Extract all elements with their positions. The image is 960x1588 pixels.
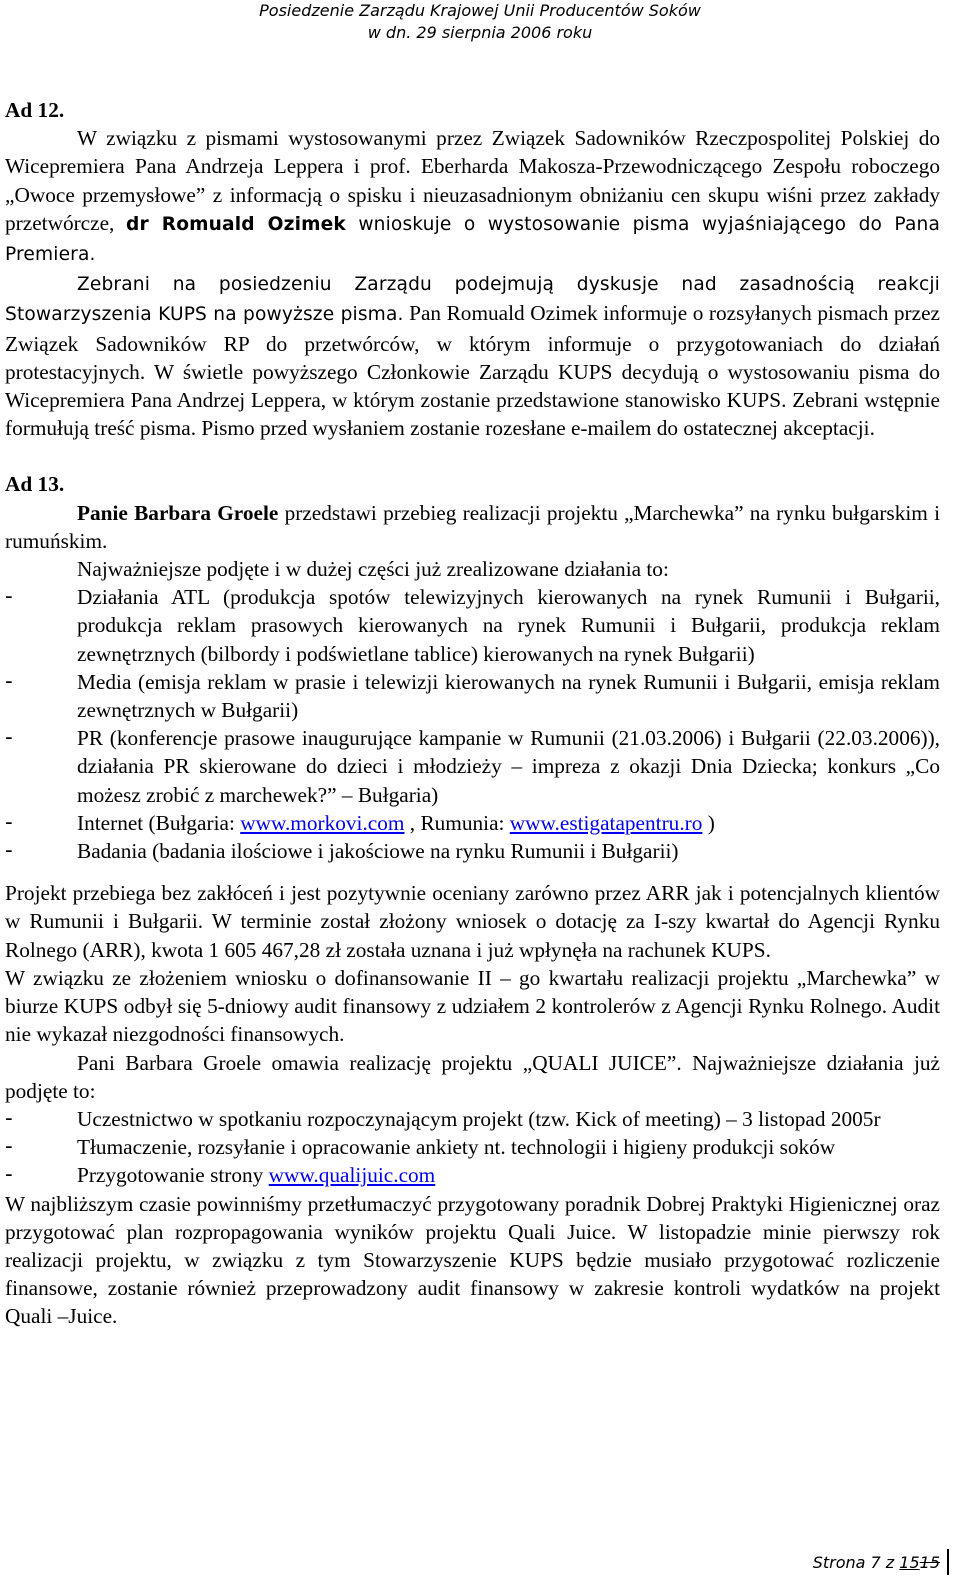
audit-paragraph: W związku ze złożeniem wniosku o dofinansowanie II – go kwartału realizacji projektu „Marchewka” w biurze KUPS odbył się 5-dniowy audit finansowy z udziałem 2 kontrolerów z Agencji Rynku Rolnego. Audit nie wykazał niezgodności finansowych. [5,965,940,1047]
ad13-intro: Panie Barbara Groele przedstawi przebieg realizacji projektu „Marchewka” na rynku bułgarskim i rumuńskim. [5,500,940,553]
quali-activity-list [5,1105,940,1190]
activity-list [5,583,940,865]
header-date: w dn. 29 sierpnia 2006 roku [367,23,593,42]
section-heading-ad12: Ad 12. [5,98,65,122]
link-estigatapentru[interactable]: www.estigatapentru.ro [509,810,703,835]
final-paragraph: W najbliższym czasie powinniśmy przetłumaczyć przygotowany poradnik Dobrej Praktyki Higienicznej oraz przygotować plan rozpropagowania wyników projektu Quali Juice. W listopadzie minie pierwszy rok realizacji projektu, w związku z tym Stowarzyszenie KUPS będzie musiało przygotować rozliczenie finansowe, zostanie również przeprowadzony audit finansowy w zakresie kontroli wydatków na projekt Quali –Juice. [5,1191,940,1329]
list-item: - Przygotowanie strony www.qualijuic.com [5,1162,436,1188]
change-bar [947,1549,949,1575]
list-item: - Internet (Bułgaria: www.morkovi.com , Rumunia: www.estigatapentru.ro ) [5,809,715,835]
link-morkovi[interactable]: www.morkovi.com [240,810,405,835]
ad12-paragraph-1: W związku z pismami wystosowanymi przez Związek Sadowników Rzeczpospolitej Polskiej do Wicepremiera Pana Andrzeja Leppera i prof. Eberharda Makosza-Przewodniczącego Zespołu roboczego „Owoce przemysłowe” z informacją o spisku i nieuzasadnionym obniżaniu cen skupu wiśni przez zakłady przetwórcze, dr Romuald Ozimek wnioskuje o wystosowanie pisma wyjaśniającego do Pana Premiera. [5,126,940,266]
page-total-new: 15 [899,1553,920,1572]
person-name: dr Romuald Ozimek [126,213,346,235]
project-status-paragraph: Projekt przebiega bez zakłóceń i jest pozytywnie oceniany zarówno przez ARR jak i potencjalnych klientów w Rumunii i Bułgarii. W terminie został złożony wniosek o dotację za I-szy kwartał do Agencji Rynku Rolnego (ARR), kwota 1 605 467,28 zł została uznana i już wpłynęła na rachunek KUPS. [5,881,940,962]
list-item: - Media (emisja reklam w prasie i telewizji kierowanych na rynek Rumunii i Bułgarii, emisja reklam zewnętrznych w Bułgarii) [5,668,940,723]
page-header [0,0,960,44]
page-total-deleted: 15 [919,1553,940,1572]
list-item: - PR (konferencje prasowe inaugurujące kampanie w Rumunii (21.03.2006) i Bułgarii (22.03.2006)), działania PR skierowane do dzieci i młodzieży – impreza z okazji Dnia Dziecka; konkurs „Co możesz zrobić z marchewek?” – Bułgaria) [5,725,940,807]
ad12-paragraph-2: Zebrani na posiedzeniu Zarządu podejmują dyskusje nad zasadnością reakcji Stowarzyszenia KUPS na powyższe pisma. Pan Romuald Ozimek informuje o rozsyłanych pismach przez Związek Sadowników RP do przetwórców, w którym informuje o przygotowaniach do działań protestacyjnych. W świetle powyższego Członkowie Zarządu KUPS decydują o wystosowaniu pisma do Wicepremiera Pana Andrzej Leppera, w którym zostanie przedstawione stanowisko KUPS. Zebrani wstępnie formułują treść pisma. Pismo przed wysłaniem zostanie rozesłane e-mailem do ostatecznej akceptacji. [5,274,940,441]
link-qualijuic[interactable]: www.qualijuic.com [268,1163,436,1188]
list-item: - Tłumaczenie, rozsyłanie i opracowanie ankiety nt. technologii i higieny produkcji soków [5,1134,836,1160]
person-name: Panie Barbara Groele [77,500,279,525]
list-item: - Działania ATL (produkcja spotów telewizyjnych kierowanych na rynek Rumunii i Bułgarii, produkcja reklam prasowych kierowanych na rynek Rumunii i Bułgarii, produkcja reklam zewnętrznych (bilbordy i podświetlane tablice) kierowanych na rynek Bułgarii) [5,584,940,666]
list-intro: Najważniejsze podjęte i w dużej części już zrealizowane działania to: [77,557,669,582]
list-item: - Badania (badania ilościowe i jakościowe na rynku Rumunii i Bułgarii) [5,838,679,864]
header-title: Posiedzenie Zarządu Krajowej Unii Producentów Soków [259,1,701,20]
section-heading-ad13: Ad 13. [5,472,65,497]
page-number: Strona 7 z 1515 [812,1553,940,1572]
quali-juice-paragraph: Pani Barbara Groele omawia realizację projektu „QUALI JUICE”. Najważniejsze działania już podjęte to: [5,1050,940,1103]
document-body [5,96,940,1331]
list-item: - Uczestnictwo w spotkaniu rozpoczynającym projekt (tzw. Kick of meeting) – 3 listopad 2005r [5,1105,881,1131]
